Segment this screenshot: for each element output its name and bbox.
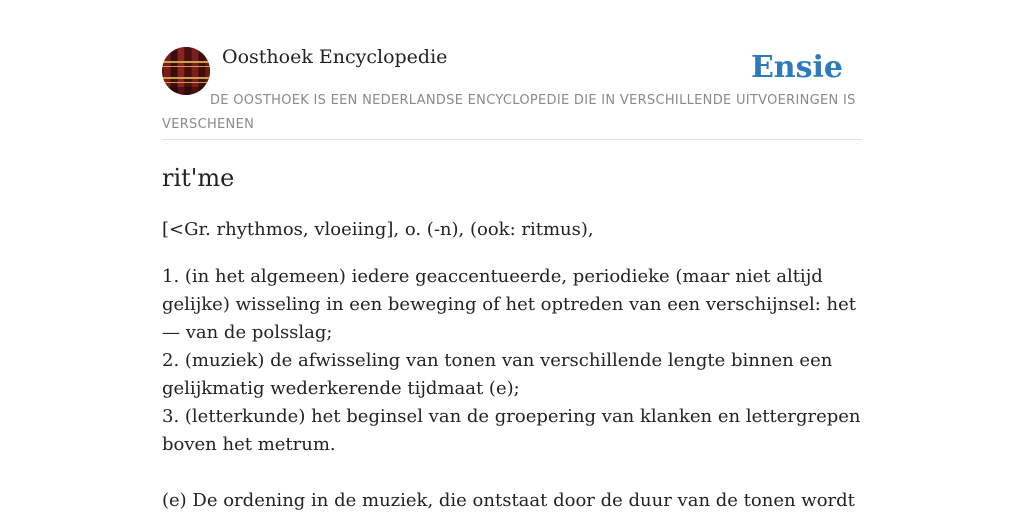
encyclopedia-books-icon <box>162 47 210 95</box>
site-title[interactable]: Oosthoek Encyclopedie <box>222 46 448 68</box>
entry-content <box>162 160 862 512</box>
entry-etymology: [<Gr. rhythmos, vloeiing], o. (-n), (ook: ritmus), <box>162 219 594 240</box>
entry-note: (e) De ordening in de muziek, die ontstaat door de duur van de tonen wordt <box>162 490 855 511</box>
site-header <box>162 46 862 140</box>
page-title: rit'me <box>162 164 235 192</box>
definition-item: 1. (in het algemeen) iedere geaccentueerde, periodieke (maar niet altijd gelijke) wisseling in een beweging of het optreden van een verschijnsel: het — van de polsslag; <box>162 266 857 343</box>
definition-item: 2. (muziek) de afwisseling van tonen van verschillende lengte binnen een gelijkmatig wederkerende tijdmaat (e); <box>162 350 833 399</box>
definition-item: 3. (letterkunde) het beginsel van de groepering van klanken en lettergrepen boven het metrum. <box>162 406 861 455</box>
avatar[interactable] <box>162 47 210 95</box>
ensie-logo[interactable]: Ensie <box>750 50 843 85</box>
site-description: DE OOSTHOEK IS EEN NEDERLANDSE ENCYCLOPEDIE DIE IN VERSCHILLENDE UITVOERINGEN IS VERSCHENEN <box>162 93 856 132</box>
definition-list <box>162 263 862 459</box>
